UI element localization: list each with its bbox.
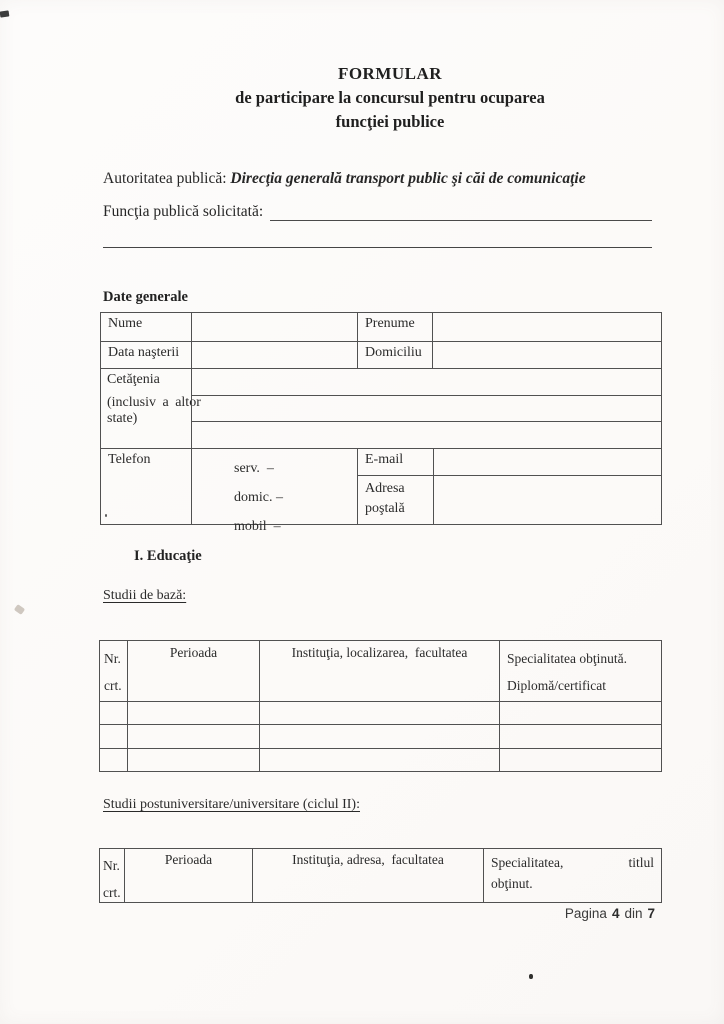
authority-label: Autoritatea publică:	[103, 170, 227, 187]
telefon-label: Telefon	[108, 452, 151, 467]
data-nasterii-field	[191, 342, 357, 368]
col-nr-header	[100, 641, 127, 701]
scan-artifact-dot	[105, 514, 107, 517]
cetatenia-field-3	[192, 421, 661, 448]
empty-cell	[259, 702, 499, 724]
table-row	[101, 448, 661, 534]
domiciliu-label: Domiciliu	[357, 342, 432, 368]
col-perioada-header: Perioada	[124, 849, 252, 902]
empty-cell	[499, 725, 661, 748]
prenume-field	[432, 313, 661, 341]
adresa-row	[358, 475, 661, 524]
empty-cell	[259, 725, 499, 748]
email-label: E-mail	[365, 452, 404, 467]
table-row	[100, 724, 661, 748]
form-title-block	[128, 61, 652, 134]
cetatenia-field-2	[192, 395, 661, 421]
form-subtitle-line1: de participare la concursul pentru ocuparea	[235, 88, 545, 107]
empty-cell	[499, 702, 661, 724]
scan-artifact-dot	[529, 974, 533, 979]
email-adresa-block	[357, 449, 661, 524]
general-data-heading: Date generale	[103, 289, 188, 305]
nume-label: Nume	[108, 316, 143, 331]
empty-cell	[259, 749, 499, 771]
adresa-label-line2: poştală	[365, 501, 405, 516]
email-field	[433, 449, 661, 475]
telefon-serv-label: serv. –	[234, 461, 274, 476]
authority-value: Direcţia generală transport public şi căi de comunicaţie	[230, 170, 586, 187]
col-specialitate-line2: obţinut.	[491, 876, 533, 891]
cetatenia-label-line2: (inclusiv a altor	[107, 395, 201, 410]
table-row	[101, 313, 661, 341]
col-perioada-header: Perioada	[127, 641, 259, 701]
scan-artifact-corner	[0, 10, 9, 17]
email-row	[358, 449, 661, 475]
prenume-label: Prenume	[357, 313, 432, 341]
post-studies-table	[99, 848, 662, 903]
authority-line	[103, 170, 659, 188]
basic-studies-table	[99, 640, 662, 772]
table-row	[101, 368, 661, 448]
footer-page-number: 4	[611, 906, 620, 921]
col-nr-line2: crt.	[103, 885, 121, 900]
empty-cell	[127, 725, 259, 748]
cetatenia-field-1	[192, 369, 661, 395]
adresa-field	[433, 476, 661, 524]
col-specialitate-line2: Diplomă/certificat	[507, 678, 606, 693]
general-data-table	[100, 312, 662, 534]
empty-cell	[127, 749, 259, 771]
col-specialitate-line1: Specialitatea obţinută.	[507, 651, 627, 666]
table-row	[101, 341, 661, 368]
footer-word-din: din	[624, 906, 643, 921]
col-nr-line1: Nr.	[104, 651, 121, 666]
col-nr-line2: crt.	[104, 678, 122, 693]
col-specialitate-header	[499, 641, 661, 701]
scan-artifact-scratch	[14, 604, 25, 615]
col-nr-header	[100, 849, 124, 902]
education-heading: I. Educaţie	[134, 548, 202, 564]
table-row	[100, 701, 661, 724]
cetatenia-fields	[191, 369, 661, 448]
page-footer	[565, 906, 655, 921]
form-subtitle-line2: funcţiei publice	[335, 112, 445, 131]
position-line	[103, 202, 652, 221]
cetatenia-label-line1: Cetăţenia	[107, 372, 160, 387]
col-specialitate-line1	[491, 852, 654, 873]
col-institutia-header: Instituţia, localizarea, facultatea	[259, 641, 499, 701]
position-label: Funcţia publică solicitată:	[103, 203, 264, 220]
col-specialitate-word2: titlul	[628, 855, 654, 870]
telefon-domic-label: domic. –	[234, 490, 283, 505]
col-specialitate-word1: Specialitatea,	[491, 855, 564, 870]
empty-cell	[127, 702, 259, 724]
telefon-mobil-label: mobil –	[234, 519, 281, 534]
nume-field	[191, 313, 357, 341]
table-header-row	[100, 641, 661, 701]
col-specialitate-header	[483, 849, 661, 902]
adresa-label-line1: Adresa	[365, 481, 405, 496]
data-nasterii-label: Data naşterii	[108, 345, 180, 360]
cetatenia-label-line3: state)	[107, 411, 138, 426]
footer-total-pages: 7	[647, 906, 655, 921]
domiciliu-field	[432, 342, 661, 368]
footer-word-pagina: Pagina	[564, 906, 607, 921]
col-institutia-header: Instituţia, adresa, facultatea	[252, 849, 483, 902]
empty-cell	[100, 702, 127, 724]
col-nr-line1: Nr.	[103, 858, 120, 873]
empty-cell	[499, 749, 661, 771]
position-blank-line-2	[103, 247, 652, 248]
telefon-fields	[191, 449, 357, 534]
adresa-label	[358, 476, 433, 524]
empty-cell	[100, 749, 127, 771]
table-row	[100, 748, 661, 771]
studii-baza-label: Studii de bază:	[103, 588, 187, 603]
empty-cell	[100, 725, 127, 748]
form-title: FORMULAR	[337, 64, 443, 83]
cetatenia-label	[101, 369, 201, 448]
studii-post-label: Studii postuniversitare/universitare (ciclul II):	[103, 797, 360, 812]
position-blank-line	[270, 202, 652, 221]
table-header-row	[100, 849, 661, 902]
